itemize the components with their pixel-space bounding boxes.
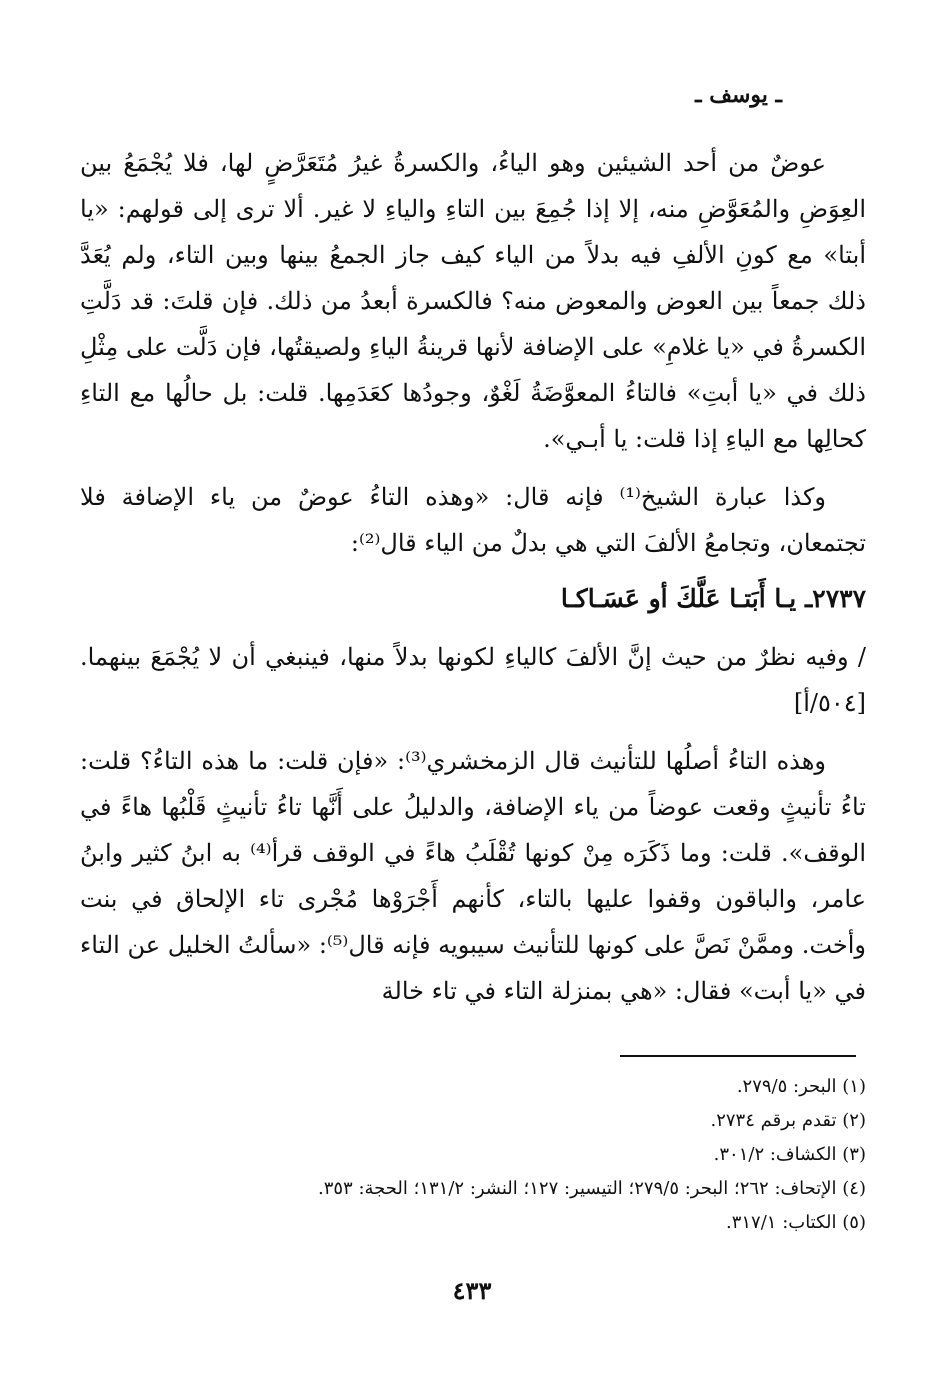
folio-slash: / [857, 643, 866, 671]
folio-marker: [٥٠٤/أ] [793, 689, 866, 717]
footnotes [80, 1070, 866, 1240]
footnote-3: (٣) الكشاف: ٣٠١/٢. [713, 1144, 866, 1165]
paragraph-4: وهذه التاءُ أصلُها للتأنيث قال الزمخشري⁽³⁾: «فإن قلت: ما هذه التاءُ؟ قلت: تاءُ تأنيثٍ وقعت عوضاً من ياء الإضافة، والدليلُ على أَنَّها تاءُ تأنيثٍ قَلْبُها هاءً في الوقف». قلت: وما ذَكَرَه مِنْ كونها تُقْلَبُ هاءً في الوقف قرأ⁽⁴⁾ به ابنُ كثير وابنُ عامر، والباقون وقفوا عليها بالتاء، كأنهم أَجْرَوْها مُجْرى تاء الإلحاق في بنت وأخت. وممَّنْ نَصَّ على كونها للتأنيث سيبويه فإنه قال⁽⁵⁾: «سألتُ الخليل عن التاء في «يا أبت» فقال: «هي بمنزلة التاء في تاء خالة [80, 747, 867, 1005]
paragraph-3 [80, 634, 866, 726]
paragraph-2: وكذا عبارة الشيخ⁽¹⁾ فإنه قال: «وهذه التاءُ عوضٌ من ياء الإضافة فلا تجتمعان، وتجامعُ الألفَ التي هي بدلٌ من الياء قال⁽²⁾: [80, 483, 866, 557]
paragraph-1: عوضٌ من أحد الشيئين وهو الياءُ، والكسرةُ غيرُ مُتَعَرَّضٍ لها، فلا يُجْمَعُ بين العِوَضِ والمُعَوَّضِ منه، إلا إذا جُمِعَ بين التاءِ والياءِ لا غير. ألا ترى إلى قولهم: «يا أبتا» مع كونِ الألفِ فيه بدلاً من الياء كيف جاز الجمعُ بينها وبين التاء، ولم يُعَدَّ ذلك جمعاً بين العوض والمعوض منه؟ فالكسرة أبعدُ من ذلك. فإن قلتَ: قد دَلَّتِ الكسرةُ في «يا غلامِ» على الإضافة لأنها قرينةُ الياءِ ولصيقتُها، فإن دَلَّت على مِثْلِ ذلك في «يا أبتِ» فالتاءُ المعوَّضَةُ لَغْوٌ، وجودُها كعَدَمِها. قلت: بل حالُها مع التاءِ كحالِها مع الياءِ إذا قلت: يا أبـي». [80, 149, 866, 453]
main-text [80, 140, 866, 1014]
footnote-1: (١) البحر: ٢٧٩/٥. [736, 1076, 866, 1097]
page-number: ٤٣٣ [452, 1276, 492, 1305]
footnote-5: (٥) الكتاب: ٣١٧/١. [725, 1212, 866, 1233]
footnote-2: (٢) تقدم برقم ٢٧٣٤. [710, 1110, 866, 1131]
paragraph-3-text: وفيه نظرٌ من حيث إنَّ الألفَ كالياءِ لكونها بدلاً منها، فينبغي أن لا يُجْمَعَ بينهما. [80, 643, 849, 671]
footnote-4: (٤) الإتحاف: ٢٦٢؛ البحر: ٢٧٩/٥؛ التيسير: ١٢٧؛ النشر: ١٣١/٢؛ الحجة: ٣٥٣. [317, 1178, 866, 1199]
verse-line: ٢٧٣٧ـ يـا أَبَتـا عَلَّكَ أو عَسَـاكـا [560, 584, 866, 613]
footnote-divider [620, 1055, 856, 1057]
running-header: ـ يوسف ـ [695, 82, 782, 108]
